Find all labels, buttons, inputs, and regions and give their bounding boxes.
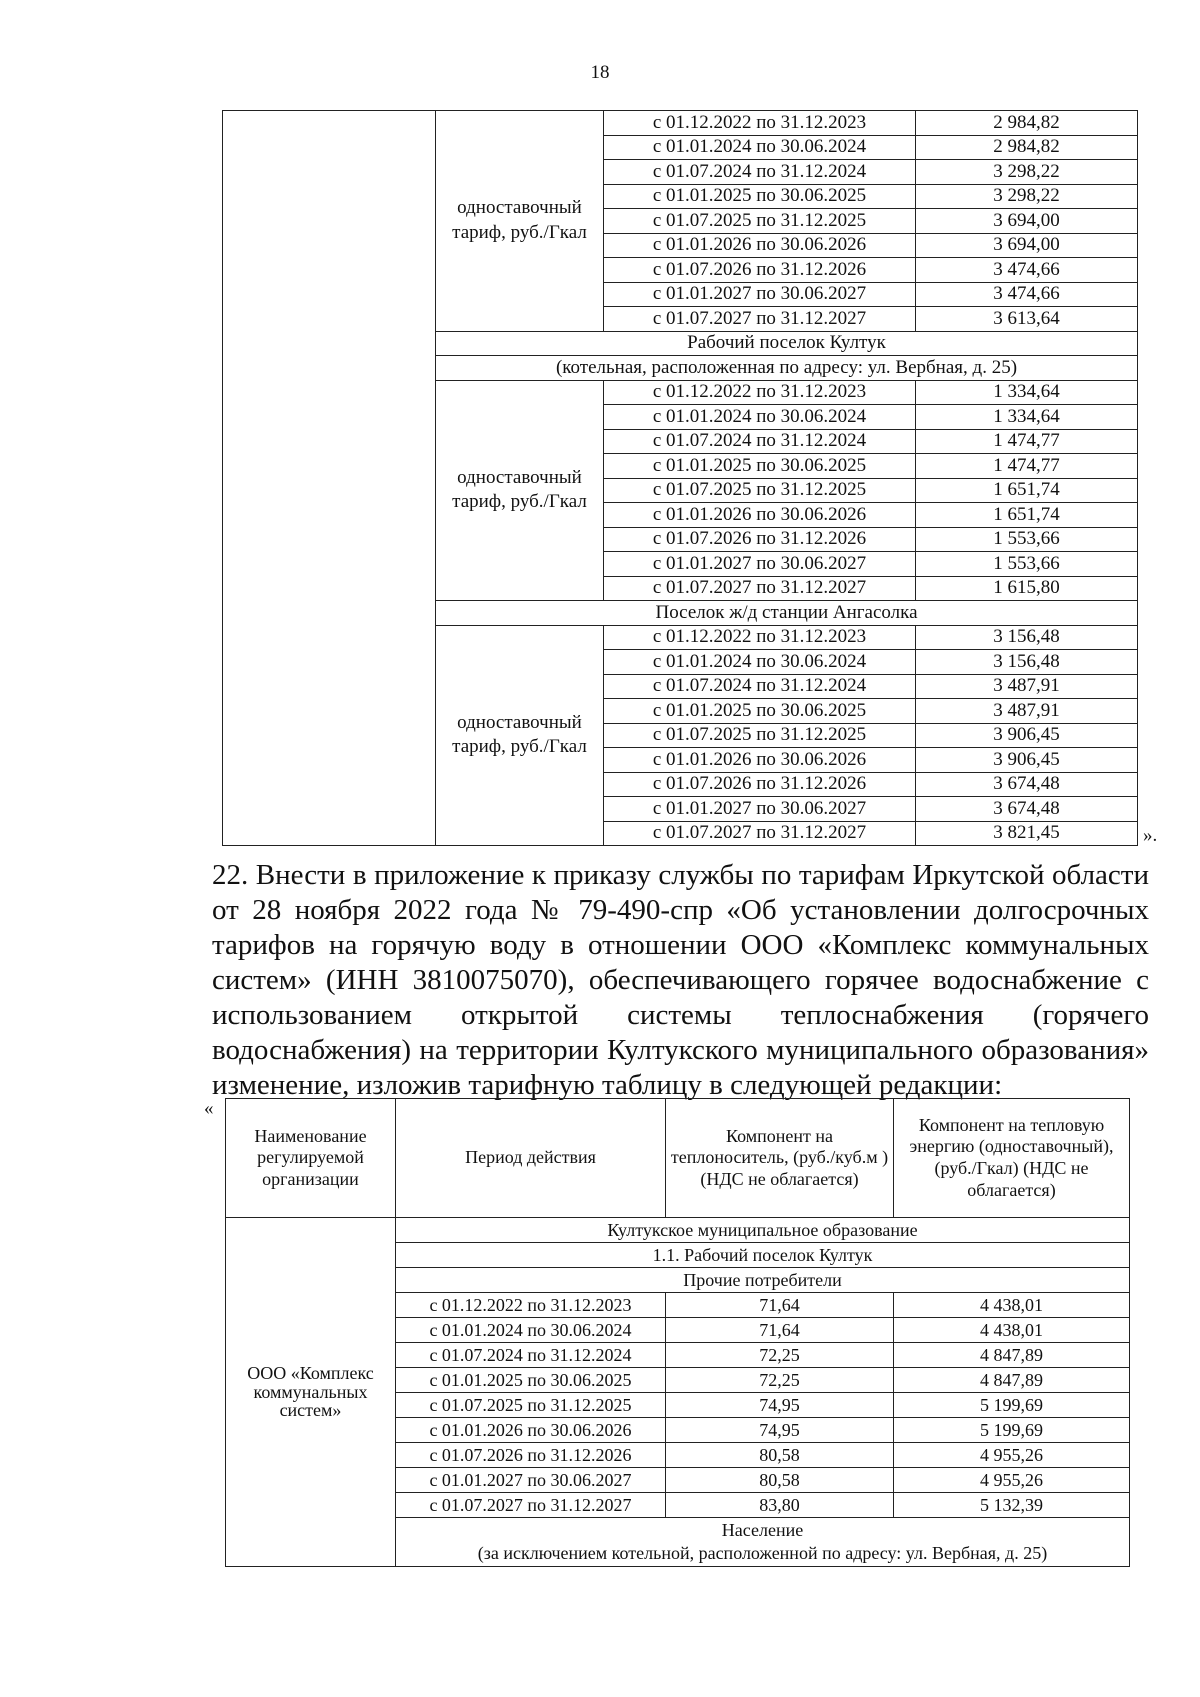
period-cell: с 01.07.2026 по 31.12.2026 [396,1443,666,1468]
period-cell: с 01.07.2024 по 31.12.2024 [604,429,916,454]
period-cell: с 01.01.2024 по 30.06.2024 [396,1318,666,1343]
carrier-cell: 74,95 [666,1418,894,1443]
tariff-label: одноставочный тариф, руб./Гкал [436,625,604,846]
value-cell: 3 906,45 [916,748,1138,773]
energy-cell: 4 438,01 [894,1318,1130,1343]
energy-cell: 5 199,69 [894,1418,1130,1443]
value-cell: 3 156,48 [916,650,1138,675]
value-cell: 1 553,66 [916,527,1138,552]
period-cell: с 01.07.2026 по 31.12.2026 [604,527,916,552]
period-cell: с 01.12.2022 по 31.12.2023 [604,625,916,650]
energy-cell: 4 955,26 [894,1468,1130,1493]
period-cell: с 01.07.2024 по 31.12.2024 [396,1343,666,1368]
period-cell: с 01.01.2024 по 30.06.2024 [604,405,916,430]
hot-water-tariff-table [225,1098,1130,1567]
header-carrier: Компонент на теплоноситель, (руб./куб.м ) (НДС не облагается) [666,1099,894,1218]
period-cell: с 01.01.2025 по 30.06.2025 [604,454,916,479]
energy-cell: 4 438,01 [894,1293,1130,1318]
period-cell: с 01.12.2022 по 31.12.2023 [604,111,916,136]
value-cell: 3 298,22 [916,160,1138,185]
period-cell: с 01.01.2027 по 30.06.2027 [604,797,916,822]
carrier-cell: 71,64 [666,1293,894,1318]
carrier-cell: 74,95 [666,1393,894,1418]
value-cell: 3 298,22 [916,184,1138,209]
period-cell: с 01.12.2022 по 31.12.2023 [396,1293,666,1318]
value-cell: 3 674,48 [916,772,1138,797]
period-cell: с 01.01.2024 по 30.06.2024 [604,135,916,160]
period-cell: с 01.07.2026 по 31.12.2026 [604,772,916,797]
tariff-table-continued [222,110,1138,846]
section-title: Поселок ж/д станции Ангасолка [436,601,1138,626]
population-subtitle: (за исключением котельной, расположенной по адресу: ул. Вербная, д. 25) [477,1543,1048,1563]
value-cell: 1 615,80 [916,576,1138,601]
period-cell: с 01.01.2025 по 30.06.2025 [396,1368,666,1393]
value-cell: 3 694,00 [916,233,1138,258]
period-cell: с 01.07.2024 по 31.12.2024 [604,160,916,185]
org-column-blank [223,111,436,846]
table-row [223,111,1138,136]
period-cell: с 01.01.2026 по 30.06.2026 [396,1418,666,1443]
energy-cell: 5 132,39 [894,1493,1130,1518]
period-cell: с 01.01.2026 по 30.06.2026 [604,233,916,258]
value-cell: 3 474,66 [916,258,1138,283]
closing-quote: ». [1143,825,1158,846]
energy-cell: 4 955,26 [894,1443,1130,1468]
tariff-label: одноставочный тариф, руб./Гкал [436,111,604,332]
carrier-cell: 83,80 [666,1493,894,1518]
carrier-cell: 72,25 [666,1343,894,1368]
period-cell: с 01.01.2024 по 30.06.2024 [604,650,916,675]
value-cell: 3 487,91 [916,674,1138,699]
period-cell: с 01.07.2027 по 31.12.2027 [604,307,916,332]
subsection-title: 1.1. Рабочий поселок Култук [396,1243,1130,1268]
value-cell: 3 487,91 [916,699,1138,724]
carrier-cell: 72,25 [666,1368,894,1393]
period-cell: с 01.07.2025 по 31.12.2025 [604,723,916,748]
period-cell: с 01.07.2025 по 31.12.2025 [604,478,916,503]
period-cell: с 01.01.2026 по 30.06.2026 [604,748,916,773]
value-cell: 1 474,77 [916,429,1138,454]
period-cell: с 01.12.2022 по 31.12.2023 [604,380,916,405]
energy-cell: 4 847,89 [894,1368,1130,1393]
energy-cell: 5 199,69 [894,1393,1130,1418]
population-cell [396,1518,1130,1567]
page-number: 18 [590,62,610,83]
consumers-title: Прочие потребители [396,1268,1130,1293]
population-title: Население [721,1519,804,1540]
section-subtitle: (котельная, расположенная по адресу: ул. Вербная, д. 25) [436,356,1138,381]
energy-cell: 4 847,89 [894,1343,1130,1368]
period-cell: с 01.07.2026 по 31.12.2026 [604,258,916,283]
period-cell: с 01.07.2027 по 31.12.2027 [396,1493,666,1518]
table-header-row [226,1099,1130,1218]
value-cell: 3 613,64 [916,307,1138,332]
value-cell: 1 651,74 [916,503,1138,528]
carrier-cell: 80,58 [666,1468,894,1493]
tariff-label: одноставочный тариф, руб./Гкал [436,380,604,601]
period-cell: с 01.07.2027 по 31.12.2027 [604,576,916,601]
header-energy: Компонент на тепловую энергию (одноставочный), (руб./Гкал) (НДС не облагается) [894,1099,1130,1218]
value-cell: 2 984,82 [916,111,1138,136]
period-cell: с 01.07.2027 по 31.12.2027 [604,821,916,846]
header-period: Период действия [396,1099,666,1218]
value-cell: 3 156,48 [916,625,1138,650]
period-cell: с 01.07.2025 по 31.12.2025 [604,209,916,234]
value-cell: 3 694,00 [916,209,1138,234]
period-cell: с 01.01.2025 по 30.06.2025 [604,699,916,724]
value-cell: 3 906,45 [916,723,1138,748]
period-cell: с 01.07.2025 по 31.12.2025 [396,1393,666,1418]
value-cell: 2 984,82 [916,135,1138,160]
carrier-cell: 71,64 [666,1318,894,1343]
period-cell: с 01.07.2024 по 31.12.2024 [604,674,916,699]
value-cell: 3 821,45 [916,821,1138,846]
value-cell: 1 651,74 [916,478,1138,503]
period-cell: с 01.01.2026 по 30.06.2026 [604,503,916,528]
municipality-row [226,1218,1130,1243]
header-org: Наименование регулируемой организации [226,1099,396,1218]
value-cell: 1 474,77 [916,454,1138,479]
period-cell: с 01.01.2027 по 30.06.2027 [604,282,916,307]
value-cell: 1 334,64 [916,380,1138,405]
value-cell: 3 674,48 [916,797,1138,822]
value-cell: 3 474,66 [916,282,1138,307]
municipality-title: Култукское муниципальное образование [396,1218,1130,1243]
period-cell: с 01.01.2027 по 30.06.2027 [604,552,916,577]
carrier-cell: 80,58 [666,1443,894,1468]
value-cell: 1 553,66 [916,552,1138,577]
period-cell: с 01.01.2027 по 30.06.2027 [396,1468,666,1493]
period-cell: с 01.01.2025 по 30.06.2025 [604,184,916,209]
section-title: Рабочий поселок Култук [436,331,1138,356]
amendment-paragraph: 22. Внести в приложение к приказу службы по тарифам Иркутской области от 28 ноября 2022 года № 79-490-спр «Об установлении долгосрочных тарифов на горячую воду в отношении ООО «Комплекс коммунальных систем» (ИНН 3810075070), обеспечивающего горячее водоснабжение с использованием открытой системы теплоснабжения (горячего водоснабжения) на территории Култукского муниципального образования» изменение, изложив тарифную таблицу в следующей редакции: [212,859,1149,1101]
organization-name: ООО «Комплекс коммунальных систем» [226,1218,396,1567]
opening-quote: « [204,1098,214,1119]
value-cell: 1 334,64 [916,405,1138,430]
